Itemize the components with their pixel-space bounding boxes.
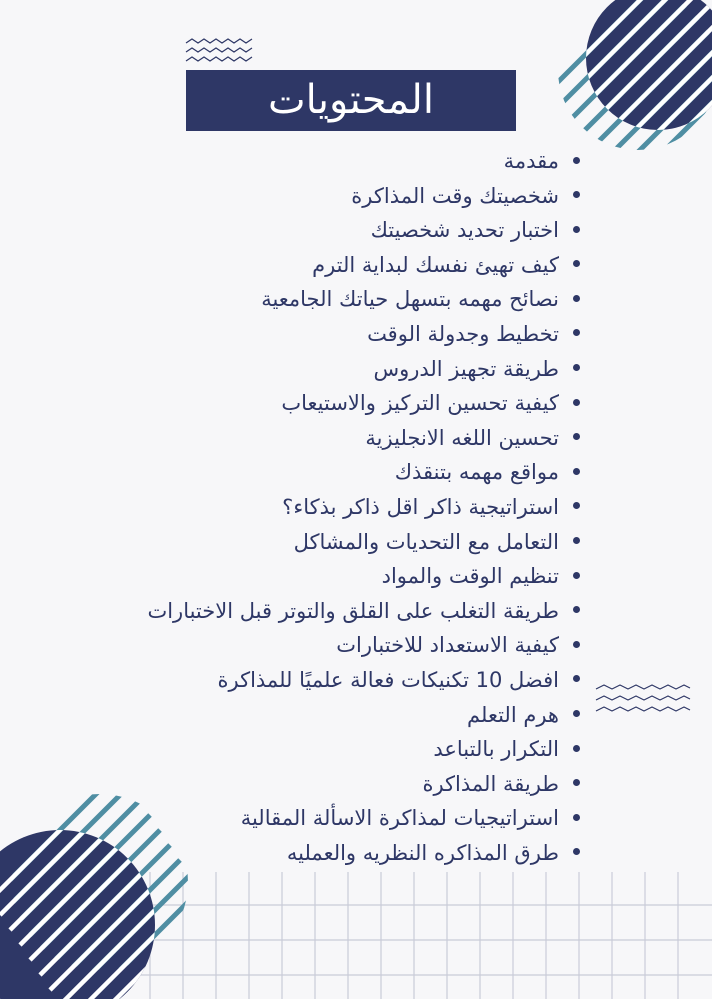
- list-item-text: افضل 10 تكنيكات فعالة علميًا للمذاكرة: [217, 667, 559, 692]
- bullet-icon: [573, 260, 580, 267]
- list-item: [60, 628, 580, 663]
- bullet-icon: [573, 329, 580, 336]
- bullet-icon: [573, 399, 580, 406]
- list-item-text: كيفية تحسين التركيز والاستيعاب: [281, 391, 559, 416]
- bullet-icon: [573, 226, 580, 233]
- list-item: [60, 836, 580, 871]
- list-item: [60, 698, 580, 733]
- page-title: المحتويات: [268, 77, 434, 123]
- list-item-text: التكرار بالتباعد: [433, 737, 559, 762]
- bullet-icon: [573, 710, 580, 717]
- list-item-text: نصائح مهمه بتسهل حياتك الجامعية: [261, 287, 559, 312]
- bullet-icon: [573, 814, 580, 821]
- list-item: [60, 559, 580, 594]
- title-banner: [186, 70, 516, 131]
- list-item: [60, 421, 580, 456]
- bullet-icon: [573, 191, 580, 198]
- list-item: [60, 490, 580, 525]
- list-item: [60, 352, 580, 387]
- bullet-icon: [573, 537, 580, 544]
- list-item-text: شخصيتك وقت المذاكرة: [351, 183, 559, 208]
- list-item-text: تحسين اللغه الانجليزية: [365, 425, 559, 450]
- list-item-text: اختبار تحديد شخصيتك: [370, 218, 559, 243]
- list-item: [60, 525, 580, 560]
- zigzag-decoration-top: [186, 38, 252, 68]
- list-item: [60, 144, 580, 179]
- bullet-icon: [573, 779, 580, 786]
- list-item: [60, 767, 580, 802]
- list-item-text: التعامل مع التحديات والمشاكل: [293, 529, 559, 554]
- bullet-icon: [573, 157, 580, 164]
- list-item-text: طريقة التغلب على القلق والتوتر قبل الاختبارات: [147, 598, 559, 623]
- list-item-text: طريقة المذاكرة: [422, 771, 559, 796]
- list-item: [60, 213, 580, 248]
- list-item-text: مواقع مهمه بتنقذك: [394, 460, 559, 485]
- list-item: [60, 801, 580, 836]
- list-item: [60, 594, 580, 629]
- list-item-text: تنظيم الوقت والمواد: [381, 564, 559, 589]
- list-item: [60, 732, 580, 767]
- bullet-icon: [573, 641, 580, 648]
- bullet-icon: [573, 468, 580, 475]
- bullet-icon: [573, 745, 580, 752]
- list-item: [60, 282, 580, 317]
- list-item-text: طريقة تجهيز الدروس: [373, 356, 559, 381]
- bullet-icon: [573, 364, 580, 371]
- list-item-text: كيفية الاستعداد للاختبارات: [336, 633, 559, 658]
- list-item-text: تخطيط وجدولة الوقت: [367, 321, 559, 346]
- list-item-text: استراتيجية ذاكر اقل ذاكر بذكاء؟: [282, 494, 559, 519]
- list-item: [60, 179, 580, 214]
- list-item: [60, 386, 580, 421]
- table-of-contents: [60, 144, 580, 870]
- bullet-icon: [573, 295, 580, 302]
- list-item-text: كيف تهيئ نفسك لبداية الترم: [312, 252, 559, 277]
- bullet-icon: [573, 606, 580, 613]
- bullet-icon: [573, 675, 580, 682]
- list-item: [60, 248, 580, 283]
- bullet-icon: [573, 572, 580, 579]
- bullet-icon: [573, 848, 580, 855]
- list-item-text: هرم التعلم: [467, 702, 559, 727]
- list-item: [60, 455, 580, 490]
- list-item: [60, 663, 580, 698]
- list-item-text: مقدمة: [503, 149, 559, 173]
- bullet-icon: [573, 433, 580, 440]
- list-item-text: استراتيجيات لمذاكرة الاسألة المقالية: [240, 806, 559, 831]
- list-item: [60, 317, 580, 352]
- bullet-icon: [573, 502, 580, 509]
- list-item-text: طرق المذاكره النظريه والعمليه: [286, 840, 559, 865]
- zigzag-decoration-right: [596, 684, 690, 718]
